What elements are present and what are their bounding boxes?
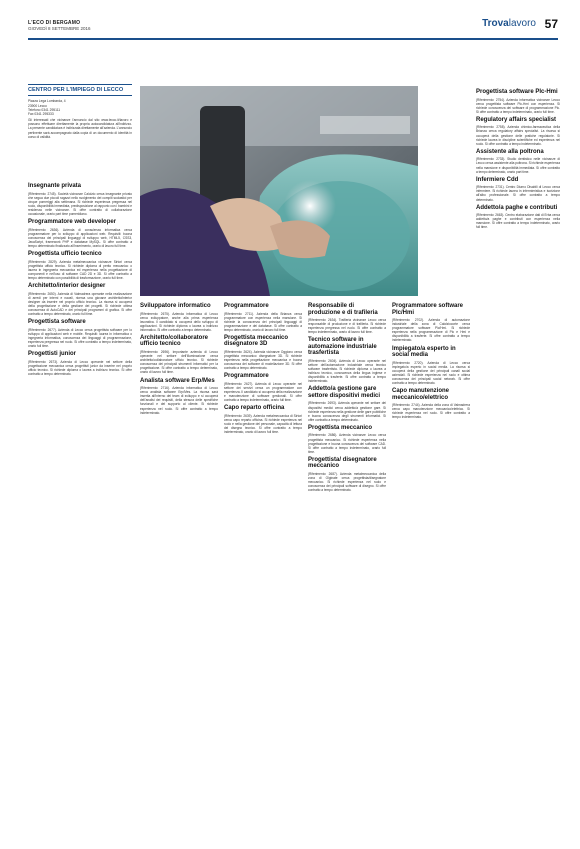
- job-title: Progettista ufficio tecnico: [28, 251, 102, 258]
- job-title: Programmatore: [224, 303, 269, 309]
- job-ad: [28, 219, 132, 248]
- job-title: Assistente alla poltrona: [476, 148, 544, 155]
- job-title: Insegnante privata: [28, 183, 82, 189]
- job-text: (Riferimento: 2829). Azienda metalmeccanica vicinanze Sirtori cerca progettista ufficio tecnico. Si richiede diploma di perito meccanico o laurea in ingegneria meccanica ed esperienza nella progettazione di componenti e nell'uso di software CAD 2D e 3D. Si offre contratto a tempo determinato con possibilità di trasformazione, orario full time.: [28, 259, 132, 280]
- centre-intro: Gli interessati che vicinanze l'annuncio dal sito www.lecco.it/lavoro e possono effettuare direttamente la propria autocandidatura all'indirizzo. La presente candidatura è indirizzata direttamente all'azienda. L'annuncio pertinente sarà accompagnato dalla copia di un documento di identità in corso di validità.: [28, 118, 132, 139]
- job-title: Programmatore: [224, 373, 269, 380]
- job-ad: [476, 149, 560, 174]
- job-text: (Riferimento: 2758). Azienda chimico-farmaceutica della Brianza cerca regulatory affairs specialist. La risorsa si occuperà della gestione delle pratiche regolatorie. Si richiede laurea in discipline scientifiche ed esperienza nel ruolo. Si offre contratto a tempo indeterminato.: [476, 125, 560, 146]
- job-ad: [308, 425, 386, 454]
- job-ad: [392, 303, 470, 343]
- centre-tel: Telefono 0341 295111: [28, 107, 61, 112]
- job-text: (Riferimento: 2711). Azienda della Brianza cerca programmatore con esperienza nella mansione. Si richiede la conoscenza dei principali linguaggi di programmazione e dei database. Si offre contratto a tempo determinato, orario di lavoro full time.: [224, 311, 302, 332]
- job-ad: [476, 205, 560, 230]
- job-text: (Riferimento: 2677). Azienda di Lecco cerca progettista software per lo sviluppo di applicazioni web e mobile. Requisiti: laurea in informatica o ingegneria informatica, conoscenza dei linguaggi di programmazione, esperienza pregressa nel ruolo. Si offre contratto a tempo indeterminato, orario full time.: [28, 327, 132, 348]
- job-text: (Riferimento: 2636). Azienda di consulenza informatica cerca programmatore per lo sviluppo di applicazioni web. Requisiti: buona conoscenza dei principali linguaggi di sviluppo web, HTML5, CSS3, JavaScript, framework PHP e database MySQL. Si offre contratto a tempo determinato finalizzato all'inserimento, orario di lavoro full time.: [28, 227, 132, 248]
- job-ad: [308, 337, 386, 383]
- job-ad: [476, 89, 560, 114]
- employment-centre-box: [28, 84, 132, 176]
- section-title-light: lavoro: [508, 18, 536, 29]
- job-ad: [392, 388, 470, 419]
- job-ad: [476, 177, 560, 202]
- header-rule: [28, 38, 558, 40]
- job-title: Regulatory affairs specialist: [476, 116, 557, 123]
- job-ad: [28, 183, 132, 216]
- job-title: Capo manutenzione meccanico/elettrico: [392, 388, 450, 401]
- job-text: (Riferimento: 2716). Azienda informatica di Lecco cerca analista software Erp/Mes. La risorsa sarà inserita all'interno del team di sviluppo e si occuperà dell'analisi dei requisiti, della stesura delle specifiche funzionali e del supporto al cliente. Si richiede esperienza nel ruolo. Si offre contratto a tempo indeterminato.: [140, 386, 218, 415]
- job-ad: [28, 351, 132, 376]
- job-text: (Riferimento: 2745). Società vicinanze Calolzio cerca insegnante privato che segua due piccoli ragazzi nello svolgimento dei compiti scolastici per cinque pomeriggi alla settimana. Si richiede esperienza pregressa nel ruolo, disponibilità immediata, predisposizione al rapporto con i bambini e residenza nelle vicinanze. Si offre contratto di collaborazione occasionale, orario part time pomeridiano.: [28, 191, 132, 216]
- job-text: (Riferimento: 2673). Azienda di Lecco operante nel settore della progettazione meccanica cerca progettisti junior da inserire nel proprio ufficio tecnico. Si richiede diploma o laurea a indirizzo tecnico. Si offre contratto a tempo determinato.: [28, 359, 132, 376]
- job-title: Progettisti junior: [28, 351, 76, 358]
- job-text: (Riferimento: 2627). Azienda di Lecco operante nel settore dei servizi cerca un programmatore con esperienza. Il candidato si occuperà della realizzazione e manutenzione di software gestionali. Si offre contratto a tempo indeterminato, orario full time.: [224, 381, 302, 403]
- job-ad: [28, 251, 132, 280]
- job-title: Progettista/ disegnatore meccanico: [308, 456, 377, 470]
- machinist-photo-image: [140, 86, 418, 296]
- job-title: Capo reparto officina: [224, 405, 285, 412]
- job-title: Progettista software Plc-Hmi: [476, 89, 558, 95]
- column-6: [476, 86, 560, 830]
- job-title: Sviluppatore informatico: [140, 303, 211, 309]
- newspaper-name: L'ECO DI BERGAMO: [28, 20, 81, 26]
- job-title: Tecnico software in automazione industriale trasfertista: [308, 337, 377, 357]
- page-header: [28, 17, 558, 38]
- section-title-bold: Trova: [482, 18, 509, 29]
- job-ad: [392, 346, 470, 386]
- job-ad: [224, 303, 302, 332]
- job-ad: [308, 303, 386, 334]
- job-text: (Riferimento: 2686). Azienda vicinanze Lecco cerca progettista meccanico. Si richiede esperienza nella progettazione e buona conoscenza dei software CAD. Si offre contratto a tempo indeterminato, orario full time.: [308, 433, 386, 454]
- job-title: Infermiere Cdd: [476, 176, 519, 183]
- centre-address: Piazza Lega Lombarda, 4: [28, 99, 66, 104]
- column-2: [140, 300, 218, 830]
- job-title: Addetto/a paghe e contributi: [476, 204, 558, 211]
- job-text: (Riferimento: 2696). Importante azienda di Lecco operante nel settore dell'illuminazione cerca architetto/collaboratore ufficio tecnico. Si richiede conoscenza dei principali strumenti informatici per la progettazione. Si offre contratto a tempo determinato, orario di lavoro full time.: [140, 349, 218, 375]
- job-title: Analista software Erp/Mes: [140, 377, 215, 384]
- job-title: Programmatore software Plc/Hmi: [392, 303, 464, 316]
- job-ad: [140, 378, 218, 415]
- job-text: (Riferimento: 2650). Azienda di Valmadrera operante nella realizzazione di arredi per interni e navali, ricerca una giovane architetto/interior designer da inserire nel proprio ufficio tecnico. La risorsa si occuperà della progettazione e della gestione dei progetti. Si richiede ottima conoscenza di AutoCAD e dei principali programmi di grafica. Si offre contratto a tempo determinato, orario full time.: [28, 291, 132, 316]
- job-text: (Riferimento: 2754). Azienda informatica vicinanze Lecco cerca progettista software Plc-Hmi con esperienza. Si richiede conoscenza dei software di programmazione Plc. Si offre contratto a tempo indeterminato, orario full time.: [476, 97, 560, 114]
- job-ad: [224, 373, 302, 402]
- job-ad: [224, 335, 302, 370]
- job-title: Impiegato/a esperto in social media: [392, 345, 456, 359]
- column-1: [28, 180, 132, 830]
- job-title: Addetto/a gestione gare settore dispositivi medici: [308, 386, 381, 399]
- job-title: Programmatore web developer: [28, 219, 117, 226]
- job-text: (Riferimento: 2693). Azienda operante nel settore dei dispositivi medici cerca addetto/a gestione gare. Si richiede esperienza nella gestione delle gare pubbliche e buona conoscenza degli strumenti informatici. Si offre contratto a tempo determinato.: [308, 401, 386, 422]
- column-3: [224, 300, 302, 830]
- job-ad: [308, 386, 386, 421]
- job-text: (Riferimento: 2720). Azienda di Lecco cerca impiegato/a esperto in social media. La risorsa si occuperà della gestione dei principali canali social aziendali. Si richiede esperienza nel ruolo e ottima conoscenza dei principali social network. Si offre contratto a tempo determinato.: [392, 360, 470, 386]
- centre-title: CENTRO PER L'IMPIEGO DI LECCO: [28, 84, 132, 96]
- job-ad: [224, 405, 302, 434]
- job-title: Progettista meccanico disegnatore 3D: [224, 334, 289, 348]
- job-ad: [28, 283, 132, 316]
- job-text: (Riferimento: 2639). Azienda metalmeccanica di Sirtori cerca capo reparto officina. Si richiede esperienza nel ruolo e nella gestione del personale, capacità di lettura del disegno tecnico. Si offre contratto a tempo indeterminato, orario di lavoro full time.: [224, 413, 302, 435]
- job-text: (Riferimento: 2731). Centro Diurno Disabili di Lecco cerca infermiere. Si richiede laurea in infermieristica e iscrizione all'albo professionale. Si offre contratto a tempo determinato.: [476, 185, 560, 202]
- machinist-photo: [140, 86, 418, 296]
- job-title: Responsabile di produzione e di trafileria: [308, 303, 378, 316]
- column-5: [392, 300, 470, 830]
- job-text: (Riferimento: 2687). Azienda metalmeccanica della zona di Olginate cerca progettista/disegnatore meccanico. Si richiede esperienza nel ruolo e conoscenza dei principali software di disegno. Si offre contratto a tempo determinato.: [308, 471, 386, 493]
- job-title: Architetto/interior designer: [28, 283, 106, 289]
- column-4: [308, 300, 386, 830]
- job-text: (Riferimento: 2733). Studio dentistico nelle vicinanze di Lecco cerca assistente alla poltrona. Si richiede esperienza nella mansione e disponibilità immediata. Si offre contratto a tempo determinato, orario part time.: [476, 157, 560, 174]
- job-text: (Riferimento: 2675). Azienda informatica di Lecco cerca sviluppatore, anche alla prima esperienza lavorativa. Il candidato si occuperà dello sviluppo di applicazioni. Si richiede diploma o laurea a indirizzo informatico. Si offre contratto a tempo determinato.: [140, 311, 218, 332]
- job-text: (Riferimento: 2604). Azienda di Lecco operante nel settore dell'automazione industriale cerca tecnico software trasfertista. Si richiede diploma o laurea a indirizzo tecnico, conoscenza della lingua inglese e disponibilità a trasferte. Si offre contratto a tempo indeterminato.: [308, 358, 386, 384]
- job-ad: [476, 117, 560, 146]
- job-text: (Riferimento: 2624). Azienda vicinanze Oggiono cerca progettista meccanico disegnatore 3D. Si richiede esperienza nella progettazione meccanica e buona conoscenza dei software di modellazione 3D. Si offre contratto a tempo determinato.: [224, 349, 302, 371]
- job-ad: [308, 457, 386, 492]
- job-ad: [140, 303, 218, 332]
- job-title: Progettista meccanico: [308, 424, 373, 431]
- job-text: (Riferimento: 2702). Azienda di automazione industriale della zona di Calolziocorte cerca programmatore software Plc/Hmi. Si richiede esperienza nella programmazione di Plc e Hmi e disponibilità a trasferte. Si offre contratto a tempo indeterminato.: [392, 318, 470, 343]
- job-title: Architetto/collaboratore ufficio tecnico: [140, 334, 209, 348]
- issue-date: GIOVEDÌ 8 SETTEMBRE 2016: [28, 26, 91, 31]
- job-ad: [140, 335, 218, 375]
- centre-fax: Fax 0341 295333: [28, 112, 54, 117]
- job-text: (Riferimento: 2744). Azienda della zona di Valmadrera cerca capo manutenzione meccanico/elettrico. Si richiede esperienza nel ruolo. Si offre contratto a tempo indeterminato.: [392, 403, 470, 420]
- page-number: 57: [544, 17, 558, 31]
- centre-cap: 23900 Lecco: [28, 103, 47, 108]
- job-text: (Riferimento: 2634). Trafileria vicinanze Lecco cerca responsabile di produzione e di trafileria. Si richiede esperienza pregressa nel ruolo. Si offre contratto a tempo indeterminato, orario di lavoro full time.: [308, 318, 386, 335]
- section-title: [482, 18, 536, 29]
- job-text: (Riferimento: 2663). Centro elaborazione dati di Erba cerca addetto/a paghe e contributi con esperienza nella mansione. Si offre contratto a tempo indeterminato, orario full time.: [476, 213, 560, 230]
- job-ad: [28, 319, 132, 348]
- job-title: Progettista software: [28, 319, 86, 326]
